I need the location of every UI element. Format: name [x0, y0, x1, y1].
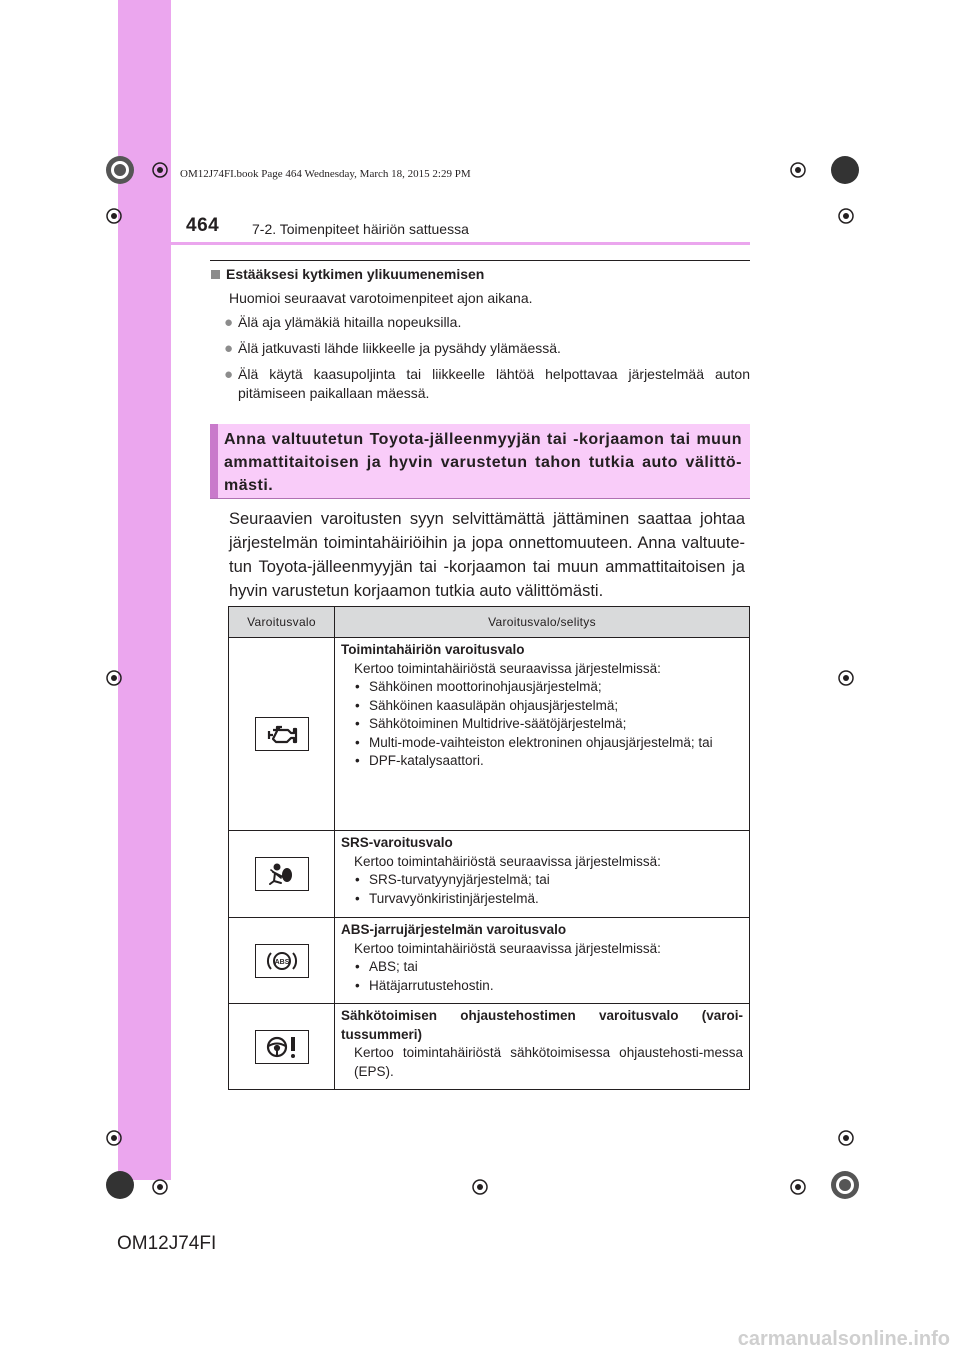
list-item: • Sähköinen kaasuläpän ohjausjärjestelmä; [355, 697, 619, 713]
list-item: ● Älä käytä kaasupoljinta tai liikkeelle lähtöä helpottavaa järjestelmää auton pitämiseen paikallaan mäessä. [224, 366, 750, 401]
registration-mark-icon [825, 150, 865, 190]
subsection-intro: Huomioi seuraavat varotoimenpiteet ajon aikana. [229, 290, 533, 306]
site-watermark: carmanualsonline.info [737, 1328, 950, 1350]
list-item: ● Älä jatkuvasti lähde liikkeelle ja pysähdy ylämäessä. [224, 340, 561, 357]
registration-mark-icon [100, 150, 140, 190]
bullet-dot-icon: ● [224, 314, 234, 331]
registration-mark-icon [100, 1165, 140, 1205]
caution-text: Anna valtuutetun Toyota-jälleenmyyjän tai -korjaamon tai muun ammattitaitoisen ja hyvin varustetun tahon tutkia auto välittö-mästi. [224, 431, 742, 494]
crosshair-icon [102, 1126, 126, 1150]
abs-icon-label: ABS [274, 958, 289, 966]
crosshair-icon [786, 1175, 810, 1199]
table-row [229, 918, 750, 1004]
crosshair-icon [148, 158, 172, 182]
crosshair-icon [102, 204, 126, 228]
icon-cell [229, 1004, 335, 1090]
srs-airbag-icon [255, 857, 309, 891]
subsection-title: Estääksesi kytkimen ylikuumenemisen [226, 266, 485, 282]
bullet-dot-icon: ● [224, 340, 234, 357]
list-item: • SRS-turvatyynyjärjestelmä; tai [355, 872, 550, 887]
description-cell: Toimintahäiriön varoitusvalo Kertoo toimintahäiriöstä seuraavissa järjestelmissä: • Sähköinen moottorinohjausjärjestelmä; • Sähköinen kaasuläpän ohjausjärjestelmä; • Sähkötoiminen Multidrive-säätöjärjestelmä; • Multi-mode-vaihteiston elektroninen ohjausjärjestelmä; tai • DPF-katalysaattori. [335, 638, 750, 831]
section-title: 7-2. Toimenpiteet häiriön sattuessa [252, 221, 469, 237]
description-cell: ABS-jarrujärjestelmän varoitusvalo Kertoo toimintahäiriöstä seuraavissa järjestelmissä: • ABS; tai • Hätäjarrutustehostin. [335, 918, 750, 1004]
crosshair-icon [468, 1175, 492, 1199]
subsection-heading [211, 266, 484, 282]
caution-box [210, 424, 750, 499]
crosshair-icon [834, 204, 858, 228]
crosshair-icon [834, 1126, 858, 1150]
registration-mark-icon [825, 1165, 865, 1205]
table-header-row [229, 607, 750, 638]
description-cell: Sähkötoimisen ohjaustehostimen varoitusvalo (varoi-tussummeri) Kertoo toimintahäiriöstä sähkötoimisessa ohjaustehosti-messa (EPS). [335, 1004, 750, 1090]
body-paragraph: Seuraavien varoitusten syyn selvittämättä jättäminen saattaa johtaa järjestelmän toimintahäiriöihin ja jopa onnettomuuteen. Anna valtuute-tun Toyota-jälleenmyyjän tai -korjaamon tai muun ammattitaitoisen ja hyvin varustetun korjaamon tutkia auto välittömästi. [229, 510, 745, 600]
list-item: • DPF-katalysaattori. [355, 753, 484, 768]
caution-bar [210, 424, 218, 498]
print-info: OM12J74FI.book Page 464 Wednesday, March 18, 2015 2:29 PM [180, 168, 471, 180]
icon-cell [229, 918, 335, 1004]
abs-icon [255, 944, 309, 978]
list-item: • ABS; tai [355, 959, 418, 974]
header-rule [118, 242, 750, 245]
table-row [229, 1004, 750, 1090]
engine-malfunction-icon [255, 717, 309, 751]
list-item: ● Älä aja ylämäkiä hitailla nopeuksilla. [224, 314, 462, 331]
column-header-light: Varoitusvalo [229, 607, 335, 638]
table-row [229, 831, 750, 918]
list-item: • Multi-mode-vaihteiston elektroninen ohjausjärjestelmä; tai [355, 734, 713, 750]
list-item: • Turvavyönkiristinjärjestelmä. [355, 890, 539, 906]
bullet-list [224, 313, 750, 410]
model-code: OM12J74FI [117, 1233, 217, 1254]
square-bullet-icon [211, 270, 220, 279]
crosshair-icon [834, 666, 858, 690]
icon-cell [229, 638, 335, 831]
content-rule [210, 260, 750, 261]
icon-cell [229, 831, 335, 918]
description-cell: SRS-varoitusvalo Kertoo toimintahäiriöstä seuraavissa järjestelmissä: • SRS-turvatyynyjärjestelmä; tai • Turvavyönkiristinjärjestelmä. [335, 831, 750, 918]
crosshair-icon [148, 1175, 172, 1199]
column-header-description: Varoitusvalo/selitys [335, 607, 750, 638]
crosshair-icon [102, 666, 126, 690]
list-item: • Sähköinen moottorinohjausjärjestelmä; [355, 679, 602, 694]
warning-light-table [228, 606, 750, 1090]
table-row [229, 638, 750, 831]
crosshair-icon [786, 158, 810, 182]
eps-steering-icon [255, 1030, 309, 1064]
bullet-dot-icon: ● [224, 366, 234, 383]
list-item: • Hätäjarrutustehostin. [355, 977, 494, 993]
page-number: 464 [186, 215, 220, 236]
list-item: • Sähkötoiminen Multidrive-säätöjärjestelmä; [355, 716, 627, 731]
